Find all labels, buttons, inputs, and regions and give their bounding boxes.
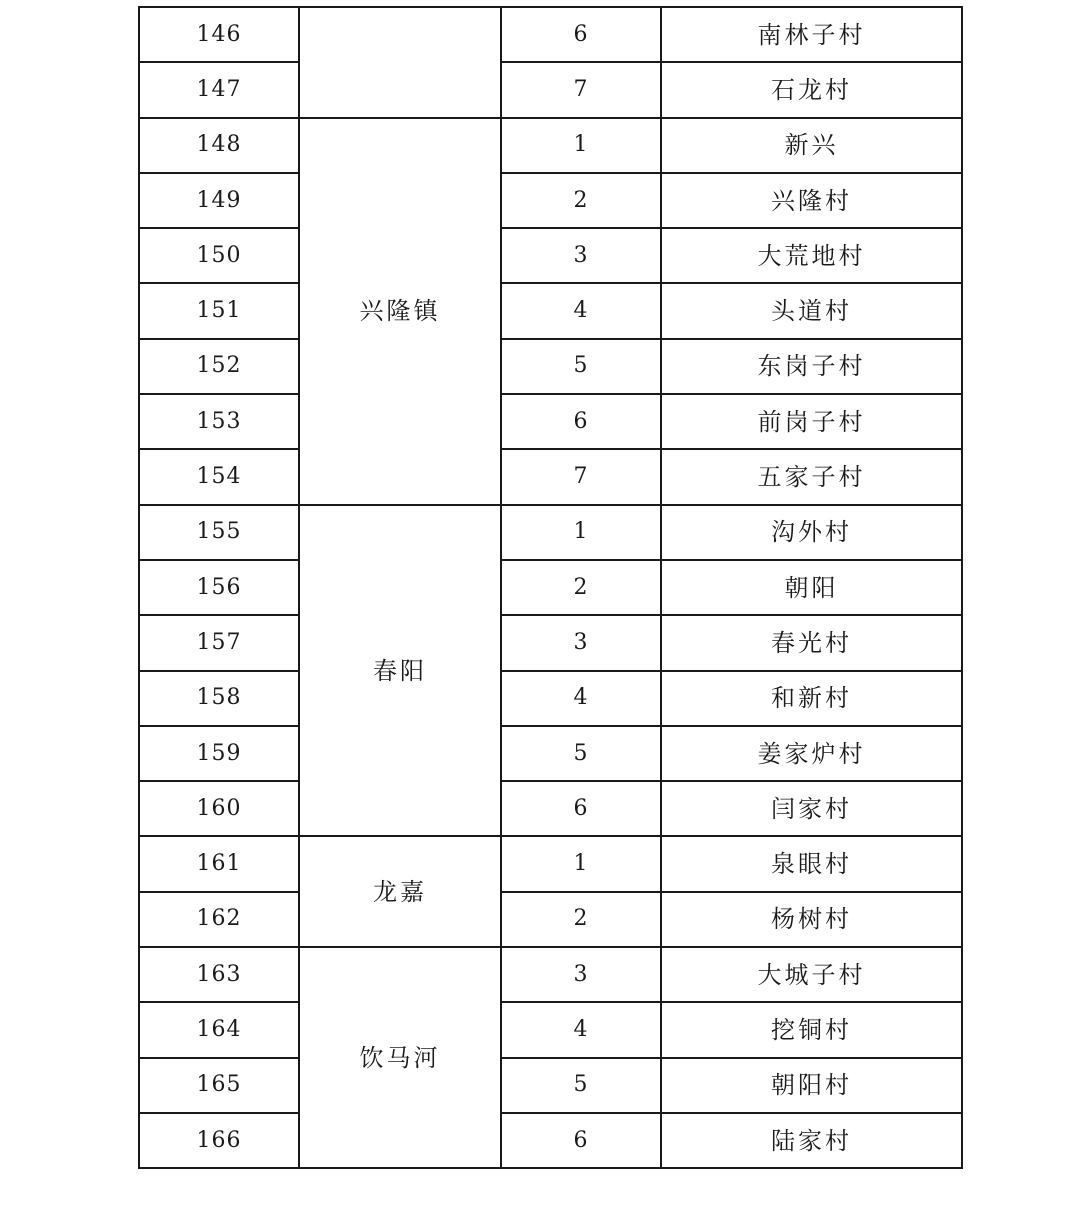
table-row xyxy=(139,339,962,394)
sub-index-cell: 4 xyxy=(501,1002,661,1057)
village-cell: 东岗子村 xyxy=(661,339,962,394)
seq-cell: 151 xyxy=(139,283,299,338)
seq-cell: 158 xyxy=(139,671,299,726)
village-cell: 朝阳村 xyxy=(661,1058,962,1113)
sub-index-cell: 1 xyxy=(501,505,661,560)
seq-cell: 146 xyxy=(139,7,299,62)
table-row xyxy=(139,892,962,947)
sub-index-cell: 6 xyxy=(501,7,661,62)
seq-cell: 163 xyxy=(139,947,299,1002)
sub-index-cell: 3 xyxy=(501,947,661,1002)
village-cell: 兴隆村 xyxy=(661,173,962,228)
village-cell: 南林子村 xyxy=(661,7,962,62)
seq-cell: 154 xyxy=(139,449,299,504)
sub-index-cell: 6 xyxy=(501,394,661,449)
table-row xyxy=(139,1113,962,1168)
village-cell: 陆家村 xyxy=(661,1113,962,1168)
seq-cell: 148 xyxy=(139,118,299,173)
village-cell: 朝阳 xyxy=(661,560,962,615)
sub-index-cell: 5 xyxy=(501,339,661,394)
seq-cell: 164 xyxy=(139,1002,299,1057)
table-row xyxy=(139,173,962,228)
town-cell: 春阳 xyxy=(299,505,501,837)
table-row xyxy=(139,1002,962,1057)
village-cell: 姜家炉村 xyxy=(661,726,962,781)
seq-cell: 156 xyxy=(139,560,299,615)
village-cell: 沟外村 xyxy=(661,505,962,560)
village-cell: 前岗子村 xyxy=(661,394,962,449)
seq-cell: 162 xyxy=(139,892,299,947)
village-cell: 头道村 xyxy=(661,283,962,338)
seq-cell: 157 xyxy=(139,615,299,670)
sub-index-cell: 5 xyxy=(501,1058,661,1113)
sub-index-cell: 1 xyxy=(501,118,661,173)
village-cell: 杨树村 xyxy=(661,892,962,947)
sub-index-cell: 4 xyxy=(501,671,661,726)
seq-cell: 160 xyxy=(139,781,299,836)
seq-cell: 155 xyxy=(139,505,299,560)
village-cell: 挖铜村 xyxy=(661,1002,962,1057)
table-row xyxy=(139,615,962,670)
village-cell: 石龙村 xyxy=(661,62,962,117)
seq-cell: 153 xyxy=(139,394,299,449)
sub-index-cell: 2 xyxy=(501,560,661,615)
seq-cell: 161 xyxy=(139,836,299,891)
table-row xyxy=(139,947,962,1002)
table-row xyxy=(139,118,962,173)
seq-cell: 147 xyxy=(139,62,299,117)
sub-index-cell: 1 xyxy=(501,836,661,891)
sub-index-cell: 6 xyxy=(501,781,661,836)
seq-cell: 150 xyxy=(139,228,299,283)
table-row xyxy=(139,394,962,449)
village-cell: 大荒地村 xyxy=(661,228,962,283)
table-row xyxy=(139,671,962,726)
sub-index-cell: 5 xyxy=(501,726,661,781)
sub-index-cell: 6 xyxy=(501,1113,661,1168)
seq-cell: 165 xyxy=(139,1058,299,1113)
seq-cell: 159 xyxy=(139,726,299,781)
sub-index-cell: 7 xyxy=(501,449,661,504)
town-cell: 龙嘉 xyxy=(299,836,501,947)
sub-index-cell: 2 xyxy=(501,892,661,947)
table-row xyxy=(139,726,962,781)
village-cell: 新兴 xyxy=(661,118,962,173)
village-cell: 泉眼村 xyxy=(661,836,962,891)
sub-index-cell: 7 xyxy=(501,62,661,117)
table-row xyxy=(139,7,962,62)
sub-index-cell: 4 xyxy=(501,283,661,338)
town-cell: 兴隆镇 xyxy=(299,118,501,505)
sub-index-cell: 3 xyxy=(501,228,661,283)
village-table xyxy=(138,6,963,1169)
village-cell: 和新村 xyxy=(661,671,962,726)
seq-cell: 149 xyxy=(139,173,299,228)
village-cell: 闫家村 xyxy=(661,781,962,836)
table-row xyxy=(139,505,962,560)
sub-index-cell: 3 xyxy=(501,615,661,670)
table-row xyxy=(139,228,962,283)
table-row xyxy=(139,449,962,504)
village-cell: 春光村 xyxy=(661,615,962,670)
village-cell: 大城子村 xyxy=(661,947,962,1002)
table-row xyxy=(139,836,962,891)
town-cell xyxy=(299,7,501,118)
table-row xyxy=(139,781,962,836)
table-row xyxy=(139,1058,962,1113)
table-row xyxy=(139,62,962,117)
table-row xyxy=(139,560,962,615)
sub-index-cell: 2 xyxy=(501,173,661,228)
table-row xyxy=(139,283,962,338)
seq-cell: 166 xyxy=(139,1113,299,1168)
seq-cell: 152 xyxy=(139,339,299,394)
town-cell: 饮马河 xyxy=(299,947,501,1168)
village-cell: 五家子村 xyxy=(661,449,962,504)
